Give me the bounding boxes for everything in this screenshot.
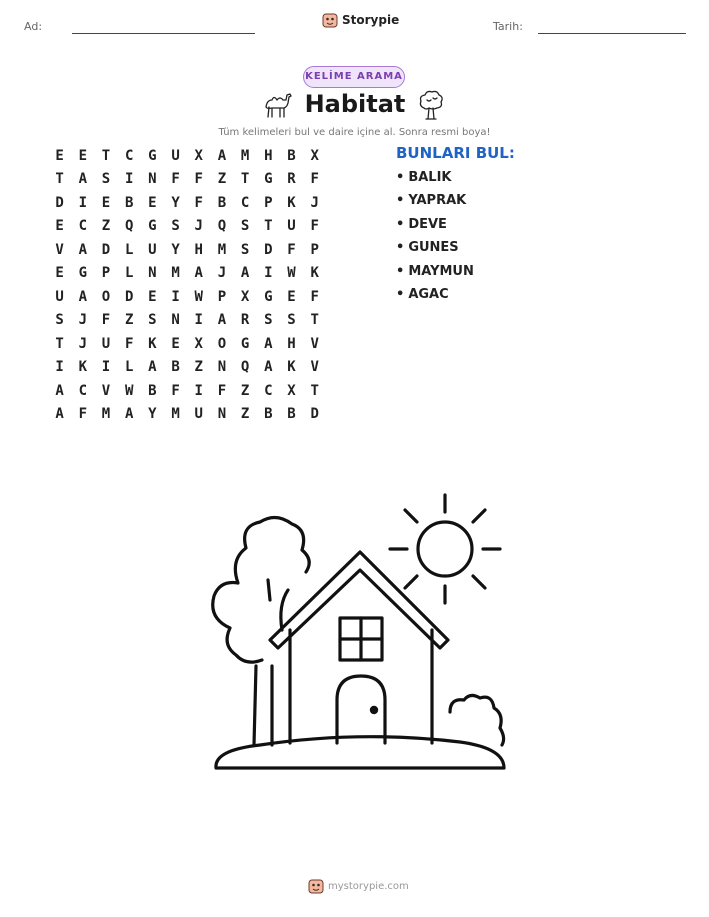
grid-cell: B <box>217 194 227 211</box>
grid-cell: T <box>55 171 64 188</box>
grid-cell: E <box>78 147 87 164</box>
grid-row <box>48 379 326 403</box>
grid-cell: C <box>78 382 87 399</box>
grid-cell: C <box>78 218 87 235</box>
tree-icon <box>416 88 446 122</box>
grid-cell: J <box>194 218 203 235</box>
activity-badge: KELİME ARAMA <box>303 66 405 88</box>
grid-cell: K <box>78 359 87 376</box>
grid-cell: P <box>310 241 319 258</box>
grid-cell: M <box>171 265 180 282</box>
grid-cell: P <box>217 288 227 305</box>
word-list-item <box>396 193 474 216</box>
grid-cell: G <box>78 265 87 282</box>
sun-icon <box>390 495 500 603</box>
grid-cell: A <box>124 406 134 423</box>
grid-cell: A <box>78 241 87 258</box>
grid-cell: F <box>287 241 296 258</box>
grid-cell: E <box>55 218 64 235</box>
brand-logo <box>322 12 399 28</box>
grid-cell: S <box>240 241 250 258</box>
grid-cell: N <box>148 171 157 188</box>
grid-cell: X <box>310 147 319 164</box>
grid-cell: B <box>287 406 296 423</box>
footer-url: mystorypie.com <box>328 880 409 892</box>
grid-cell: Q <box>124 218 134 235</box>
word-search-grid <box>48 144 326 426</box>
date-label: Tarih: <box>493 20 523 33</box>
word-text: GUNES <box>408 240 459 256</box>
grid-cell: E <box>55 265 64 282</box>
grid-cell: F <box>310 171 319 188</box>
grid-cell: U <box>194 406 203 423</box>
word-list <box>396 170 474 310</box>
bullet-icon: • <box>396 216 405 232</box>
grid-cell: M <box>217 241 227 258</box>
grid-cell: A <box>78 171 87 188</box>
grid-cell: V <box>310 359 319 376</box>
grid-cell: M <box>101 406 111 423</box>
grid-cell: E <box>287 288 296 305</box>
grid-cell: D <box>310 406 319 423</box>
grid-cell: I <box>264 265 273 282</box>
grid-cell: L <box>124 359 134 376</box>
grid-cell: B <box>287 147 296 164</box>
grid-cell: Z <box>240 382 250 399</box>
bullet-icon: • <box>396 240 405 256</box>
grid-cell: W <box>194 288 203 305</box>
grid-cell: F <box>217 382 227 399</box>
grid-cell: T <box>55 335 64 352</box>
word-list-title: BUNLARI BUL: <box>396 144 515 162</box>
grid-cell: H <box>287 335 296 352</box>
grid-cell: S <box>148 312 157 329</box>
grid-cell: E <box>101 194 111 211</box>
grid-cell: Z <box>101 218 111 235</box>
grid-cell: W <box>287 265 296 282</box>
grid-cell: A <box>55 406 64 423</box>
grid-cell: J <box>78 335 87 352</box>
grid-cell: A <box>148 359 157 376</box>
grid-cell: H <box>264 147 273 164</box>
grid-cell: D <box>55 194 64 211</box>
grid-cell: D <box>264 241 273 258</box>
grid-cell: Q <box>240 359 250 376</box>
grid-cell: F <box>124 335 134 352</box>
grid-cell: A <box>194 265 203 282</box>
grid-cell: A <box>78 288 87 305</box>
grid-cell: I <box>101 359 111 376</box>
grid-cell: W <box>124 382 134 399</box>
grid-cell: S <box>55 312 64 329</box>
grid-cell: Z <box>240 406 250 423</box>
grid-cell: G <box>240 335 250 352</box>
word-text: YAPRAK <box>408 193 467 209</box>
grid-cell: X <box>194 147 203 164</box>
grid-row <box>48 332 326 356</box>
bullet-icon: • <box>396 193 405 209</box>
grid-cell: J <box>78 312 87 329</box>
word-list-item <box>396 170 474 193</box>
grid-row <box>48 191 326 215</box>
page-title: Habitat <box>304 90 406 118</box>
grid-cell: Z <box>194 359 203 376</box>
grid-cell: K <box>310 265 319 282</box>
grid-cell: U <box>55 288 64 305</box>
grid-row <box>48 215 326 239</box>
grid-cell: S <box>171 218 180 235</box>
grid-cell: G <box>148 147 157 164</box>
grid-row <box>48 238 326 262</box>
grid-cell: B <box>148 382 157 399</box>
grid-cell: F <box>101 312 111 329</box>
grid-cell: T <box>240 171 250 188</box>
grid-row <box>48 403 326 427</box>
grid-cell: T <box>101 147 111 164</box>
grid-cell: X <box>240 288 250 305</box>
grid-cell: X <box>287 382 296 399</box>
grid-row <box>48 285 326 309</box>
instructions-text: Tüm kelimeleri bul ve daire içine al. Sonra resmi boya! <box>218 127 491 138</box>
grid-cell: Y <box>171 241 180 258</box>
grid-cell: Z <box>124 312 134 329</box>
grid-cell: E <box>148 288 157 305</box>
grid-cell: C <box>124 147 134 164</box>
grid-cell: K <box>287 359 296 376</box>
grid-cell: U <box>171 147 180 164</box>
word-list-item <box>396 240 474 263</box>
word-text: DEVE <box>408 216 447 232</box>
grid-cell: Z <box>217 171 227 188</box>
grid-cell: E <box>148 194 157 211</box>
grid-cell: S <box>240 218 250 235</box>
date-line <box>538 33 686 34</box>
bullet-icon: • <box>396 286 405 302</box>
grid-cell: F <box>310 288 319 305</box>
grid-cell: I <box>171 288 180 305</box>
word-text: AGAC <box>408 286 449 302</box>
grid-cell: P <box>101 265 111 282</box>
grid-row <box>48 309 326 333</box>
house-illustration <box>200 490 510 780</box>
grid-cell: E <box>55 147 64 164</box>
grid-cell: L <box>124 241 134 258</box>
grid-cell: M <box>171 406 180 423</box>
grid-cell: N <box>171 312 180 329</box>
storypie-mascot-icon <box>308 878 324 894</box>
grid-cell: E <box>171 335 180 352</box>
grid-cell: M <box>240 147 250 164</box>
grid-cell: S <box>101 171 111 188</box>
grid-cell: D <box>124 288 134 305</box>
house-drawing <box>270 552 448 743</box>
grid-cell: V <box>101 382 111 399</box>
storypie-mascot-icon <box>322 12 338 28</box>
grid-cell: F <box>194 171 203 188</box>
grid-cell: H <box>194 241 203 258</box>
name-label: Ad: <box>24 20 43 33</box>
grid-cell: N <box>217 406 227 423</box>
grid-cell: F <box>78 406 87 423</box>
grid-cell: I <box>194 382 203 399</box>
grid-cell: T <box>264 218 273 235</box>
ground-drawing <box>216 737 504 768</box>
word-list-item <box>396 217 474 240</box>
grid-cell: I <box>55 359 64 376</box>
bush-drawing <box>450 695 504 745</box>
grid-cell: F <box>171 171 180 188</box>
grid-cell: U <box>287 218 296 235</box>
camel-icon <box>262 88 296 122</box>
grid-cell: A <box>240 265 250 282</box>
grid-cell: Q <box>217 218 227 235</box>
grid-cell: O <box>217 335 227 352</box>
grid-cell: C <box>264 382 273 399</box>
grid-cell: S <box>264 312 273 329</box>
grid-cell: A <box>55 382 64 399</box>
grid-cell: V <box>55 241 64 258</box>
grid-cell: L <box>124 265 134 282</box>
grid-cell: S <box>287 312 296 329</box>
grid-row <box>48 168 326 192</box>
grid-cell: V <box>310 335 319 352</box>
grid-row <box>48 144 326 168</box>
grid-cell: N <box>148 265 157 282</box>
grid-row <box>48 356 326 380</box>
grid-cell: B <box>124 194 134 211</box>
bullet-icon: • <box>396 263 405 279</box>
grid-cell: G <box>264 171 273 188</box>
grid-cell: J <box>217 265 227 282</box>
grid-cell: G <box>264 288 273 305</box>
grid-cell: A <box>264 359 273 376</box>
grid-cell: X <box>194 335 203 352</box>
footer <box>308 878 409 894</box>
grid-cell: A <box>264 335 273 352</box>
grid-cell: F <box>310 218 319 235</box>
grid-cell: D <box>101 241 111 258</box>
name-line <box>72 33 255 34</box>
grid-cell: U <box>148 241 157 258</box>
grid-cell: F <box>194 194 203 211</box>
grid-row <box>48 262 326 286</box>
grid-cell: U <box>101 335 111 352</box>
grid-cell: I <box>124 171 134 188</box>
grid-cell: C <box>240 194 250 211</box>
grid-cell: A <box>217 312 227 329</box>
grid-cell: T <box>310 312 319 329</box>
word-list-item <box>396 287 474 310</box>
bullet-icon: • <box>396 170 405 185</box>
grid-cell: Y <box>171 194 180 211</box>
grid-cell: I <box>194 312 203 329</box>
grid-cell: R <box>287 171 296 188</box>
grid-cell: F <box>171 382 180 399</box>
grid-cell: G <box>148 218 157 235</box>
grid-cell: T <box>310 382 319 399</box>
grid-cell: K <box>148 335 157 352</box>
grid-cell: I <box>78 194 87 211</box>
grid-cell: R <box>240 312 250 329</box>
grid-cell: O <box>101 288 111 305</box>
word-text: MAYMUN <box>408 263 474 279</box>
grid-cell: B <box>264 406 273 423</box>
brand-name: Storypie <box>342 13 400 27</box>
word-list-item <box>396 264 474 287</box>
grid-cell: A <box>217 147 227 164</box>
grid-cell: N <box>217 359 227 376</box>
grid-cell: Y <box>148 406 157 423</box>
grid-cell: B <box>171 359 180 376</box>
grid-cell: J <box>310 194 319 211</box>
word-text: BALIK <box>408 170 452 185</box>
grid-cell: K <box>287 194 296 211</box>
grid-cell: P <box>264 194 273 211</box>
